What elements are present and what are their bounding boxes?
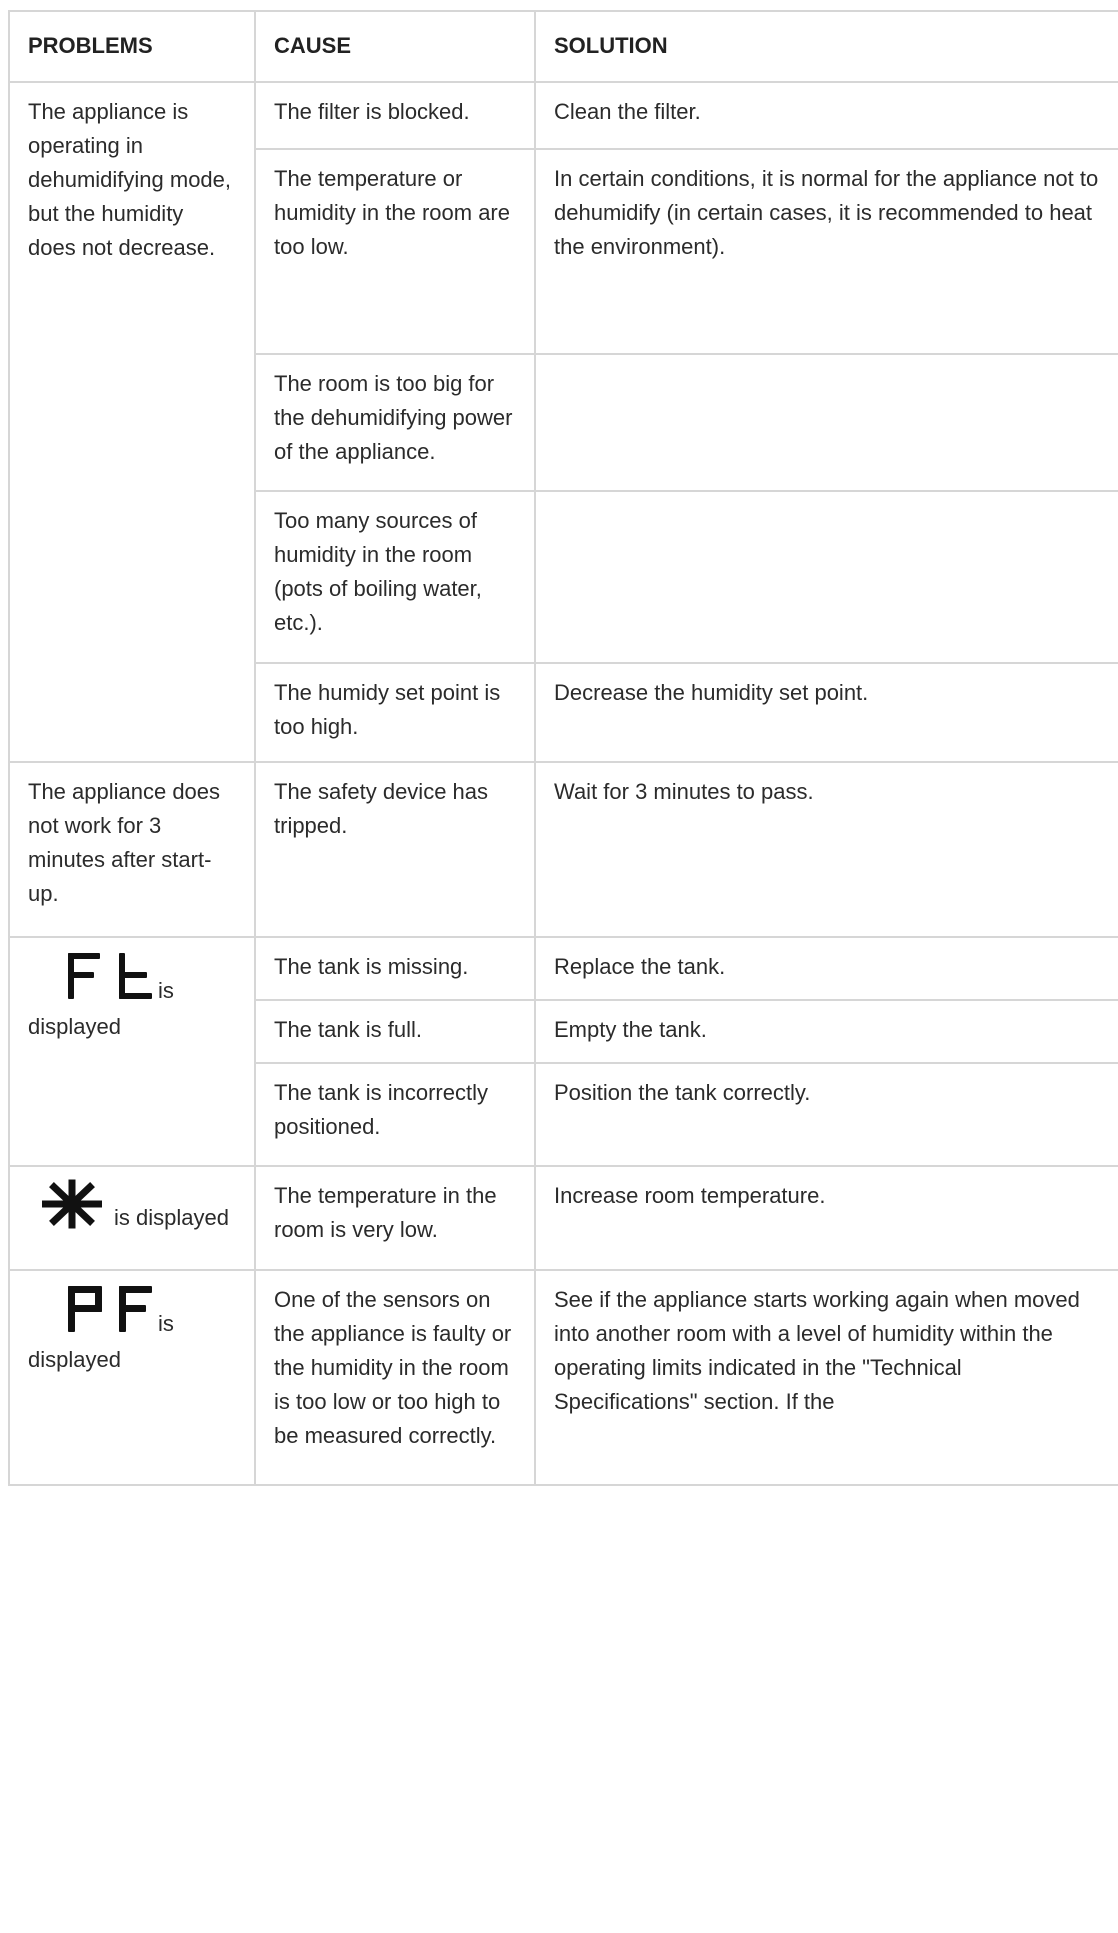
- solution-cell: Replace the tank.: [535, 937, 1118, 1000]
- is-label: is: [158, 1311, 174, 1336]
- ft-symbol-line: [28, 950, 236, 1002]
- problem-cell: [9, 1270, 255, 1485]
- problem-cell: [9, 1166, 255, 1270]
- solution-cell: Position the tank correctly.: [535, 1063, 1118, 1166]
- snowflake-icon: [42, 1179, 102, 1229]
- header-problems: PROBLEMS: [9, 11, 255, 82]
- displayed-label: displayed: [28, 1347, 121, 1372]
- solution-cell: See if the appliance starts working again when moved into another room with a level of humidity within the operating limits indicated in the "Technical Specifications" section. If the: [535, 1270, 1118, 1485]
- table-row: [9, 82, 1118, 149]
- cause-cell: The tank is missing.: [255, 937, 535, 1000]
- solution-cell: Clean the filter.: [535, 82, 1118, 149]
- solution-cell: Decrease the humidity set point.: [535, 663, 1118, 762]
- cause-cell: The safety device has tripped.: [255, 762, 535, 937]
- header-cause: CAUSE: [255, 11, 535, 82]
- table-row: [9, 762, 1118, 937]
- is-displayed-label: is displayed: [114, 1205, 229, 1230]
- displayed-label: displayed: [28, 1014, 121, 1039]
- problem-cell: The appliance does not work for 3 minutes after start-up.: [9, 762, 255, 937]
- solution-cell: Increase room temperature.: [535, 1166, 1118, 1270]
- ft-display-code-icon: [64, 950, 156, 1002]
- pf-display-code-icon: [64, 1283, 156, 1335]
- solution-cell: Empty the tank.: [535, 1000, 1118, 1063]
- cause-cell: The tank is incorrectly positioned.: [255, 1063, 535, 1166]
- solution-cell: Wait for 3 minutes to pass.: [535, 762, 1118, 937]
- solution-cell: In certain conditions, it is normal for the appliance not to dehumidify (in certain cases, it is recommended to heat the environment).: [535, 149, 1118, 354]
- troubleshooting-table: [8, 10, 1118, 1486]
- cause-cell: Too many sources of humidity in the room (pots of boiling water, etc.).: [255, 491, 535, 663]
- cause-cell: The room is too big for the dehumidifying power of the appliance.: [255, 354, 535, 491]
- table-row: [9, 1166, 1118, 1270]
- solution-cell: [535, 491, 1118, 663]
- table-row: [9, 937, 1118, 1000]
- problem-cell: The appliance is operating in dehumidifying mode, but the humidity does not decrease.: [9, 82, 255, 762]
- solution-cell: [535, 354, 1118, 491]
- cause-cell: The humidy set point is too high.: [255, 663, 535, 762]
- cause-cell: The temperature in the room is very low.: [255, 1166, 535, 1270]
- table-header-row: [9, 11, 1118, 82]
- cause-cell: The tank is full.: [255, 1000, 535, 1063]
- is-label: is: [158, 978, 174, 1003]
- cause-cell: One of the sensors on the appliance is faulty or the humidity in the room is too low or too high to be measured correctly.: [255, 1270, 535, 1485]
- cause-cell: The temperature or humidity in the room are too low.: [255, 149, 535, 354]
- header-solution: SOLUTION: [535, 11, 1118, 82]
- cause-cell: The filter is blocked.: [255, 82, 535, 149]
- snowflake-symbol-line: [28, 1179, 236, 1229]
- problem-cell: [9, 937, 255, 1166]
- table-row: [9, 1270, 1118, 1485]
- pf-symbol-line: [28, 1283, 236, 1335]
